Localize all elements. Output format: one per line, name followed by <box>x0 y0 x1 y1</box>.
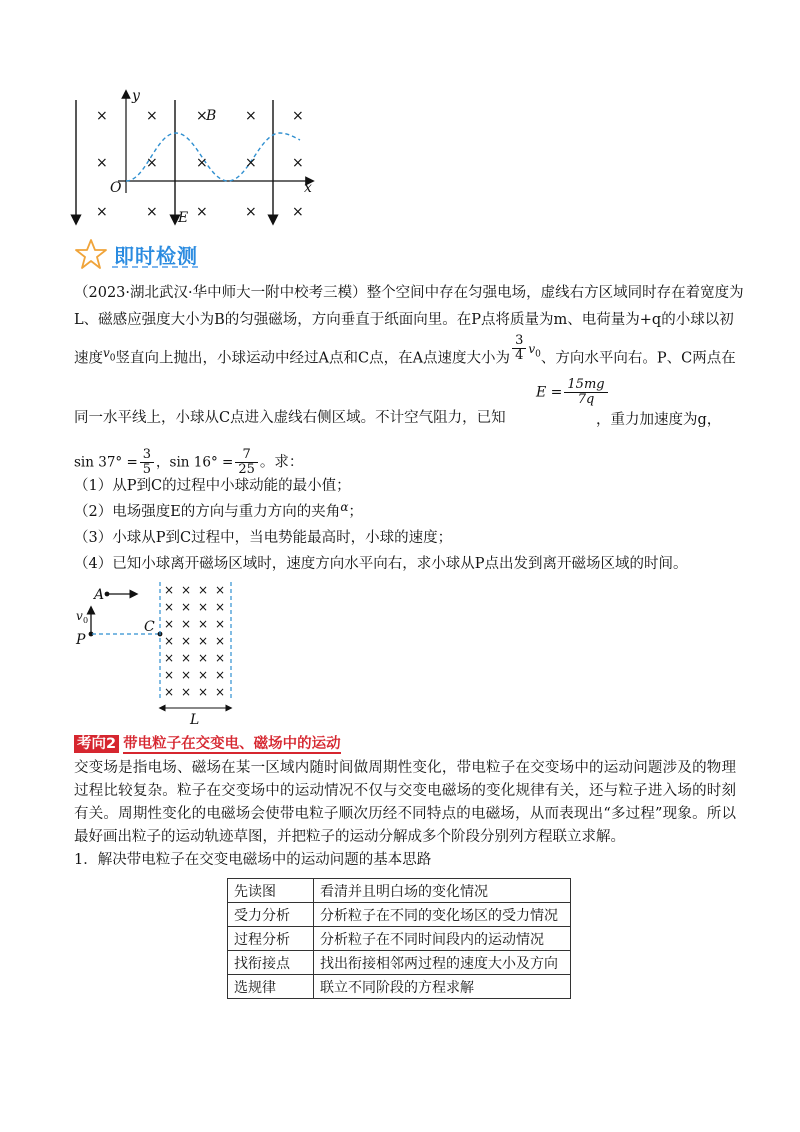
svg-text:×: × <box>215 651 226 665</box>
question-1: （1）从P到C的过程中小球动能的最小值； <box>74 478 351 494</box>
b-cross: × <box>196 204 208 220</box>
svg-text:×: × <box>181 600 192 614</box>
svg-text:×: × <box>215 634 226 648</box>
field-region-figure <box>74 576 244 726</box>
table-cell-desc: 分析粒子在不同的变化场区的受力情况 <box>314 903 571 927</box>
table-row <box>228 903 571 927</box>
svg-text:×: × <box>198 617 209 631</box>
table-row <box>228 975 571 999</box>
svg-text:×: × <box>215 583 226 597</box>
svg-text:×: × <box>181 651 192 665</box>
svg-text:×: × <box>198 634 209 648</box>
svg-text:×: × <box>215 617 226 631</box>
b-cross: × <box>196 155 208 171</box>
table-cell-desc: 分析粒子在不同时间段内的运动情况 <box>314 927 571 951</box>
b-cross: × <box>245 204 257 220</box>
banner-title: 即时检测 <box>114 244 198 268</box>
banner-underline <box>112 266 198 268</box>
table-row <box>228 927 571 951</box>
b-cross: × <box>146 204 158 220</box>
svg-text:×: × <box>164 600 175 614</box>
problem-line-2: L、磁感应强度大小为B的匀强磁场，方向垂直于纸面向里。在P点将质量为m、电荷量为+q的小球以初 <box>74 312 734 328</box>
label-c: C <box>144 619 155 635</box>
problem-line-4b: ，重力加速度为g， <box>596 412 722 428</box>
label-v0: v <box>76 609 83 623</box>
svg-text:×: × <box>181 617 192 631</box>
label-l: L <box>190 712 200 726</box>
svg-text:×: × <box>198 583 209 597</box>
b-cross: × <box>292 108 304 124</box>
b-cross: × <box>245 155 257 171</box>
svg-text:×: × <box>164 668 175 682</box>
table-cell-desc: 看清并且明白场的变化情况 <box>314 879 571 903</box>
table-cell-step: 受力分析 <box>228 903 314 927</box>
svg-text:×: × <box>198 668 209 682</box>
question-4: （4）已知小球离开磁场区域时，速度方向水平向右，求小球从P点出发到离开磁场区域的时间。 <box>74 556 688 572</box>
b-cross: × <box>245 108 257 124</box>
b-label: B <box>206 108 217 124</box>
y-axis-label: y <box>132 88 140 104</box>
table-cell-step: 过程分析 <box>228 927 314 951</box>
svg-text:×: × <box>164 651 175 665</box>
svg-text:×: × <box>164 634 175 648</box>
approach-table <box>227 878 571 999</box>
star-icon <box>74 238 108 270</box>
svg-text:×: × <box>198 685 209 699</box>
section-heading <box>74 732 341 753</box>
b-cross: × <box>292 204 304 220</box>
svg-text:×: × <box>181 634 192 648</box>
b-cross: × <box>96 108 108 124</box>
svg-text:×: × <box>164 685 175 699</box>
svg-text:×: × <box>181 583 192 597</box>
problem-line-3: 速度$^{v_0}$竖直向上抛出，小球运动中经过A点和C点，在A点速度大小为 $\frac{3}{4}$ $^{v_0}$、方向水平向右。P、C两点在 <box>74 333 736 367</box>
e-formula: E = $\frac{15mg}{7q}$ <box>536 378 610 407</box>
label-a: A <box>94 587 105 603</box>
section-paragraph: 交变场是指电场、磁场在某一区域内随时间做周期性变化，带电粒子在交变场中的运动问题涉及的物理过程比较复杂。粒子在交变场中的运动情况不仅与交变电磁场的变化规律有关，还与粒子进入场的时刻有关。周期性变化的电磁场会使带电粒子顺次历经不同特点的电磁场，从而表现出“多过程”现象。所以最好画出粒子的运动轨迹草图，并把粒子的运动分解成多个阶段分别列方程联立求解。 <box>74 760 736 845</box>
label-v0-sub: 0 <box>83 616 89 625</box>
question-3: （3）小球从P到C过程中，当电势能最高时，小球的速度； <box>74 530 453 546</box>
origin-label: O <box>110 180 122 196</box>
svg-text:×: × <box>181 685 192 699</box>
problem-line-1: （2023·湖北武汉·华中师大一附中校考三模）整个空间中存在匀强电场，虚线右方区域同时存在着宽度为 <box>74 285 744 301</box>
table-row <box>228 951 571 975</box>
b-cross: × <box>146 108 158 124</box>
svg-text:×: × <box>164 583 175 597</box>
b-cross: × <box>146 155 158 171</box>
e-label: E <box>178 210 189 226</box>
question-2: （2）电场强度E的方向与重力方向的夹角$^\alpha$； <box>74 500 363 520</box>
table-cell-step: 找衔接点 <box>228 951 314 975</box>
table-cell-desc: 找出衔接相邻两过程的速度大小及方向 <box>314 951 571 975</box>
table-row <box>228 879 571 903</box>
svg-text:×: × <box>215 685 226 699</box>
sine-values: sin 37° = $\frac{3}{5}$ ，sin 16° = $\frac{7}{25}$ 。求： <box>74 447 304 477</box>
svg-text:×: × <box>215 600 226 614</box>
svg-text:×: × <box>215 668 226 682</box>
section-subheading: 1．解决带电粒子在交变电磁场中的运动问题的基本思路 <box>74 852 432 868</box>
svg-text:×: × <box>181 668 192 682</box>
table-cell-step: 先读图 <box>228 879 314 903</box>
b-cross: × <box>292 155 304 171</box>
table-cell-step: 选规律 <box>228 975 314 999</box>
problem-line-4: 同一水平线上，小球从C点进入虚线右侧区域。不计空气阻力，已知 <box>74 410 506 426</box>
trajectory-figure <box>60 88 330 238</box>
svg-text:×: × <box>198 600 209 614</box>
section-tag: 考向2 <box>74 735 119 753</box>
b-cross: × <box>96 204 108 220</box>
svg-text:×: × <box>164 617 175 631</box>
svg-text:×: × <box>198 651 209 665</box>
x-axis-label: x <box>304 180 312 196</box>
section-title: 带电粒子在交变电、磁场中的运动 <box>123 736 341 752</box>
label-p: P <box>76 632 86 648</box>
b-cross: × <box>196 108 208 124</box>
table-cell-desc: 联立不同阶段的方程求解 <box>314 975 571 999</box>
b-cross: × <box>96 155 108 171</box>
